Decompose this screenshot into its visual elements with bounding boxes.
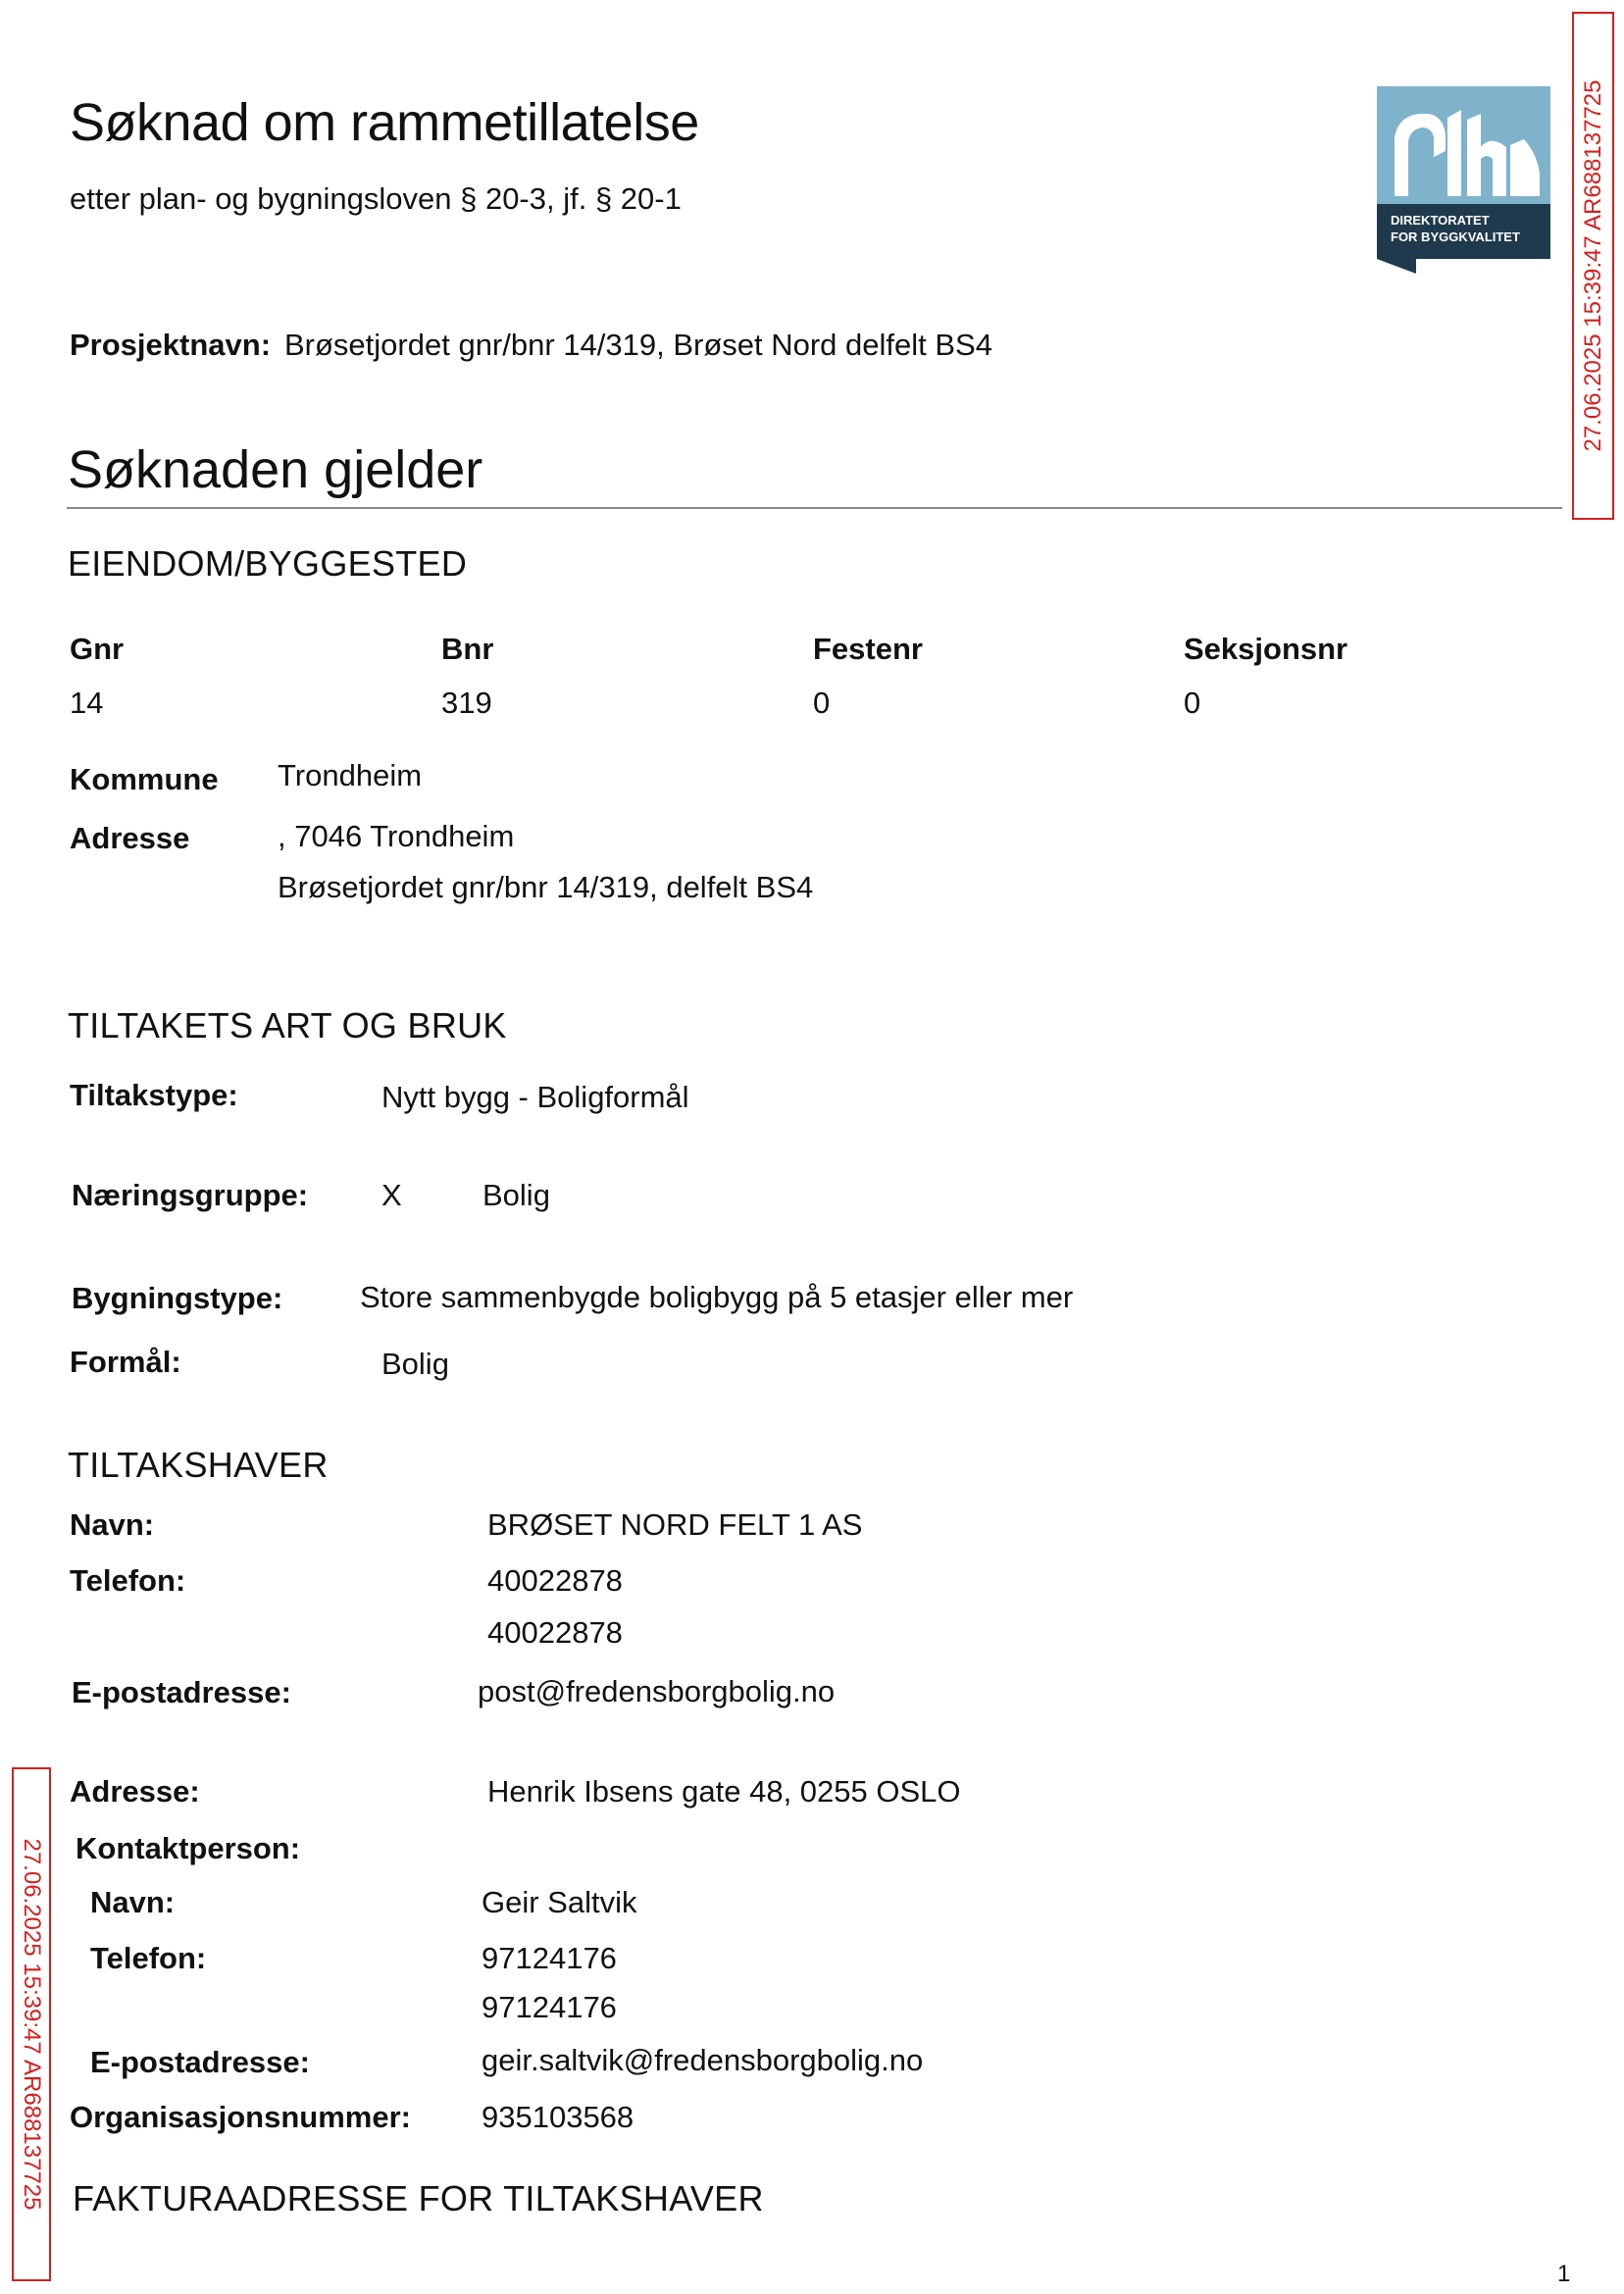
kommune-value: Trondheim [278, 758, 423, 792]
bygningstype-value: Store sammenbygde boligbygg på 5 etasjer eller mer [360, 1280, 1074, 1314]
kontaktperson-label: Kontaktperson: [76, 1831, 301, 1865]
owner-telefon-1: 40022878 [487, 1563, 623, 1598]
timestamp-stamp-top [1572, 12, 1614, 520]
kontakt-telefon-2: 97124176 [482, 1990, 617, 2024]
section-heading: Søknaden gjelder [68, 440, 483, 499]
timestamp-text: 27.06.2025 15:39:47 AR688137725 [19, 1838, 45, 2211]
kommune-label: Kommune [70, 762, 219, 796]
owner-adresse-label: Adresse: [70, 1774, 200, 1809]
kontakt-epost-label: E-postadresse: [90, 2045, 310, 2079]
adresse-line-1: , 7046 Trondheim [278, 819, 515, 853]
invoice-heading: FAKTURAADRESSE FOR TILTAKSHAVER [73, 2178, 764, 2218]
logo-building-2 [1447, 110, 1461, 196]
document-title: Søknad om rammetillatelse [70, 93, 699, 152]
org-label: Organisasjonsnummer: [70, 2100, 411, 2134]
owner-epost-value: post@fredensborgbolig.no [478, 1674, 836, 1708]
dibk-logo [1377, 86, 1550, 274]
kontakt-epost-value: geir.saltvik@fredensborgbolig.no [482, 2043, 924, 2077]
seksjonsnr-label: Seksjonsnr [1184, 632, 1348, 666]
org-value: 935103568 [482, 2100, 634, 2134]
section-divider [67, 507, 1562, 509]
bnr-label: Bnr [441, 632, 494, 666]
naeringsgruppe-code: X [381, 1178, 402, 1212]
seksjonsnr-value: 0 [1184, 686, 1201, 720]
owner-telefon-label: Telefon: [70, 1563, 186, 1598]
owner-navn-value: BRØSET NORD FELT 1 AS [487, 1507, 863, 1542]
festenr-value: 0 [813, 686, 831, 720]
document-subtitle: etter plan- og bygningsloven § 20-3, jf. § 20-1 [70, 181, 682, 216]
owner-adresse-value: Henrik Ibsens gate 48, 0255 OSLO [487, 1774, 961, 1809]
project-value: Brøsetjordet gnr/bnr 14/319, Brøset Nord delfelt BS4 [284, 328, 992, 362]
measure-heading: TILTAKETS ART OG BRUK [68, 1005, 507, 1045]
adresse-line-2: Brøsetjordet gnr/bnr 14/319, delfelt BS4 [278, 870, 814, 904]
page-number: 1 [1557, 2261, 1571, 2287]
owner-heading: TILTAKSHAVER [68, 1445, 329, 1485]
property-heading: EIENDOM/BYGGESTED [68, 543, 468, 584]
tiltakstype-value: Nytt bygg - Boligformål [381, 1080, 689, 1114]
festenr-label: Festenr [813, 632, 923, 666]
timestamp-text: 27.06.2025 15:39:47 AR688137725 [1579, 79, 1606, 452]
gnr-label: Gnr [70, 632, 125, 666]
logo-tab [1377, 259, 1416, 274]
formal-label: Formål: [70, 1345, 181, 1379]
formal-value: Bolig [381, 1347, 449, 1381]
owner-epost-label: E-postadresse: [72, 1675, 291, 1709]
logo-line-2: FOR BYGGKVALITET [1391, 229, 1520, 244]
adresse-label: Adresse [70, 821, 190, 855]
bnr-value: 319 [441, 686, 492, 720]
logo-line-1: DIREKTORATET [1391, 213, 1490, 228]
owner-navn-label: Navn: [70, 1507, 155, 1542]
naeringsgruppe-label: Næringsgruppe: [72, 1178, 309, 1212]
naeringsgruppe-value: Bolig [482, 1178, 550, 1212]
kontakt-navn-label: Navn: [90, 1885, 176, 1919]
kontakt-navn-value: Geir Saltvik [482, 1885, 637, 1919]
timestamp-stamp-bottom [12, 1767, 51, 2281]
project-label: Prosjektnavn: [70, 328, 272, 362]
gnr-value: 14 [70, 686, 104, 720]
owner-telefon-2: 40022878 [487, 1615, 623, 1650]
kontakt-telefon-label: Telefon: [90, 1941, 207, 1975]
bygningstype-label: Bygningstype: [72, 1281, 283, 1315]
tiltakstype-label: Tiltakstype: [70, 1078, 238, 1112]
kontakt-telefon-1: 97124176 [482, 1941, 617, 1975]
